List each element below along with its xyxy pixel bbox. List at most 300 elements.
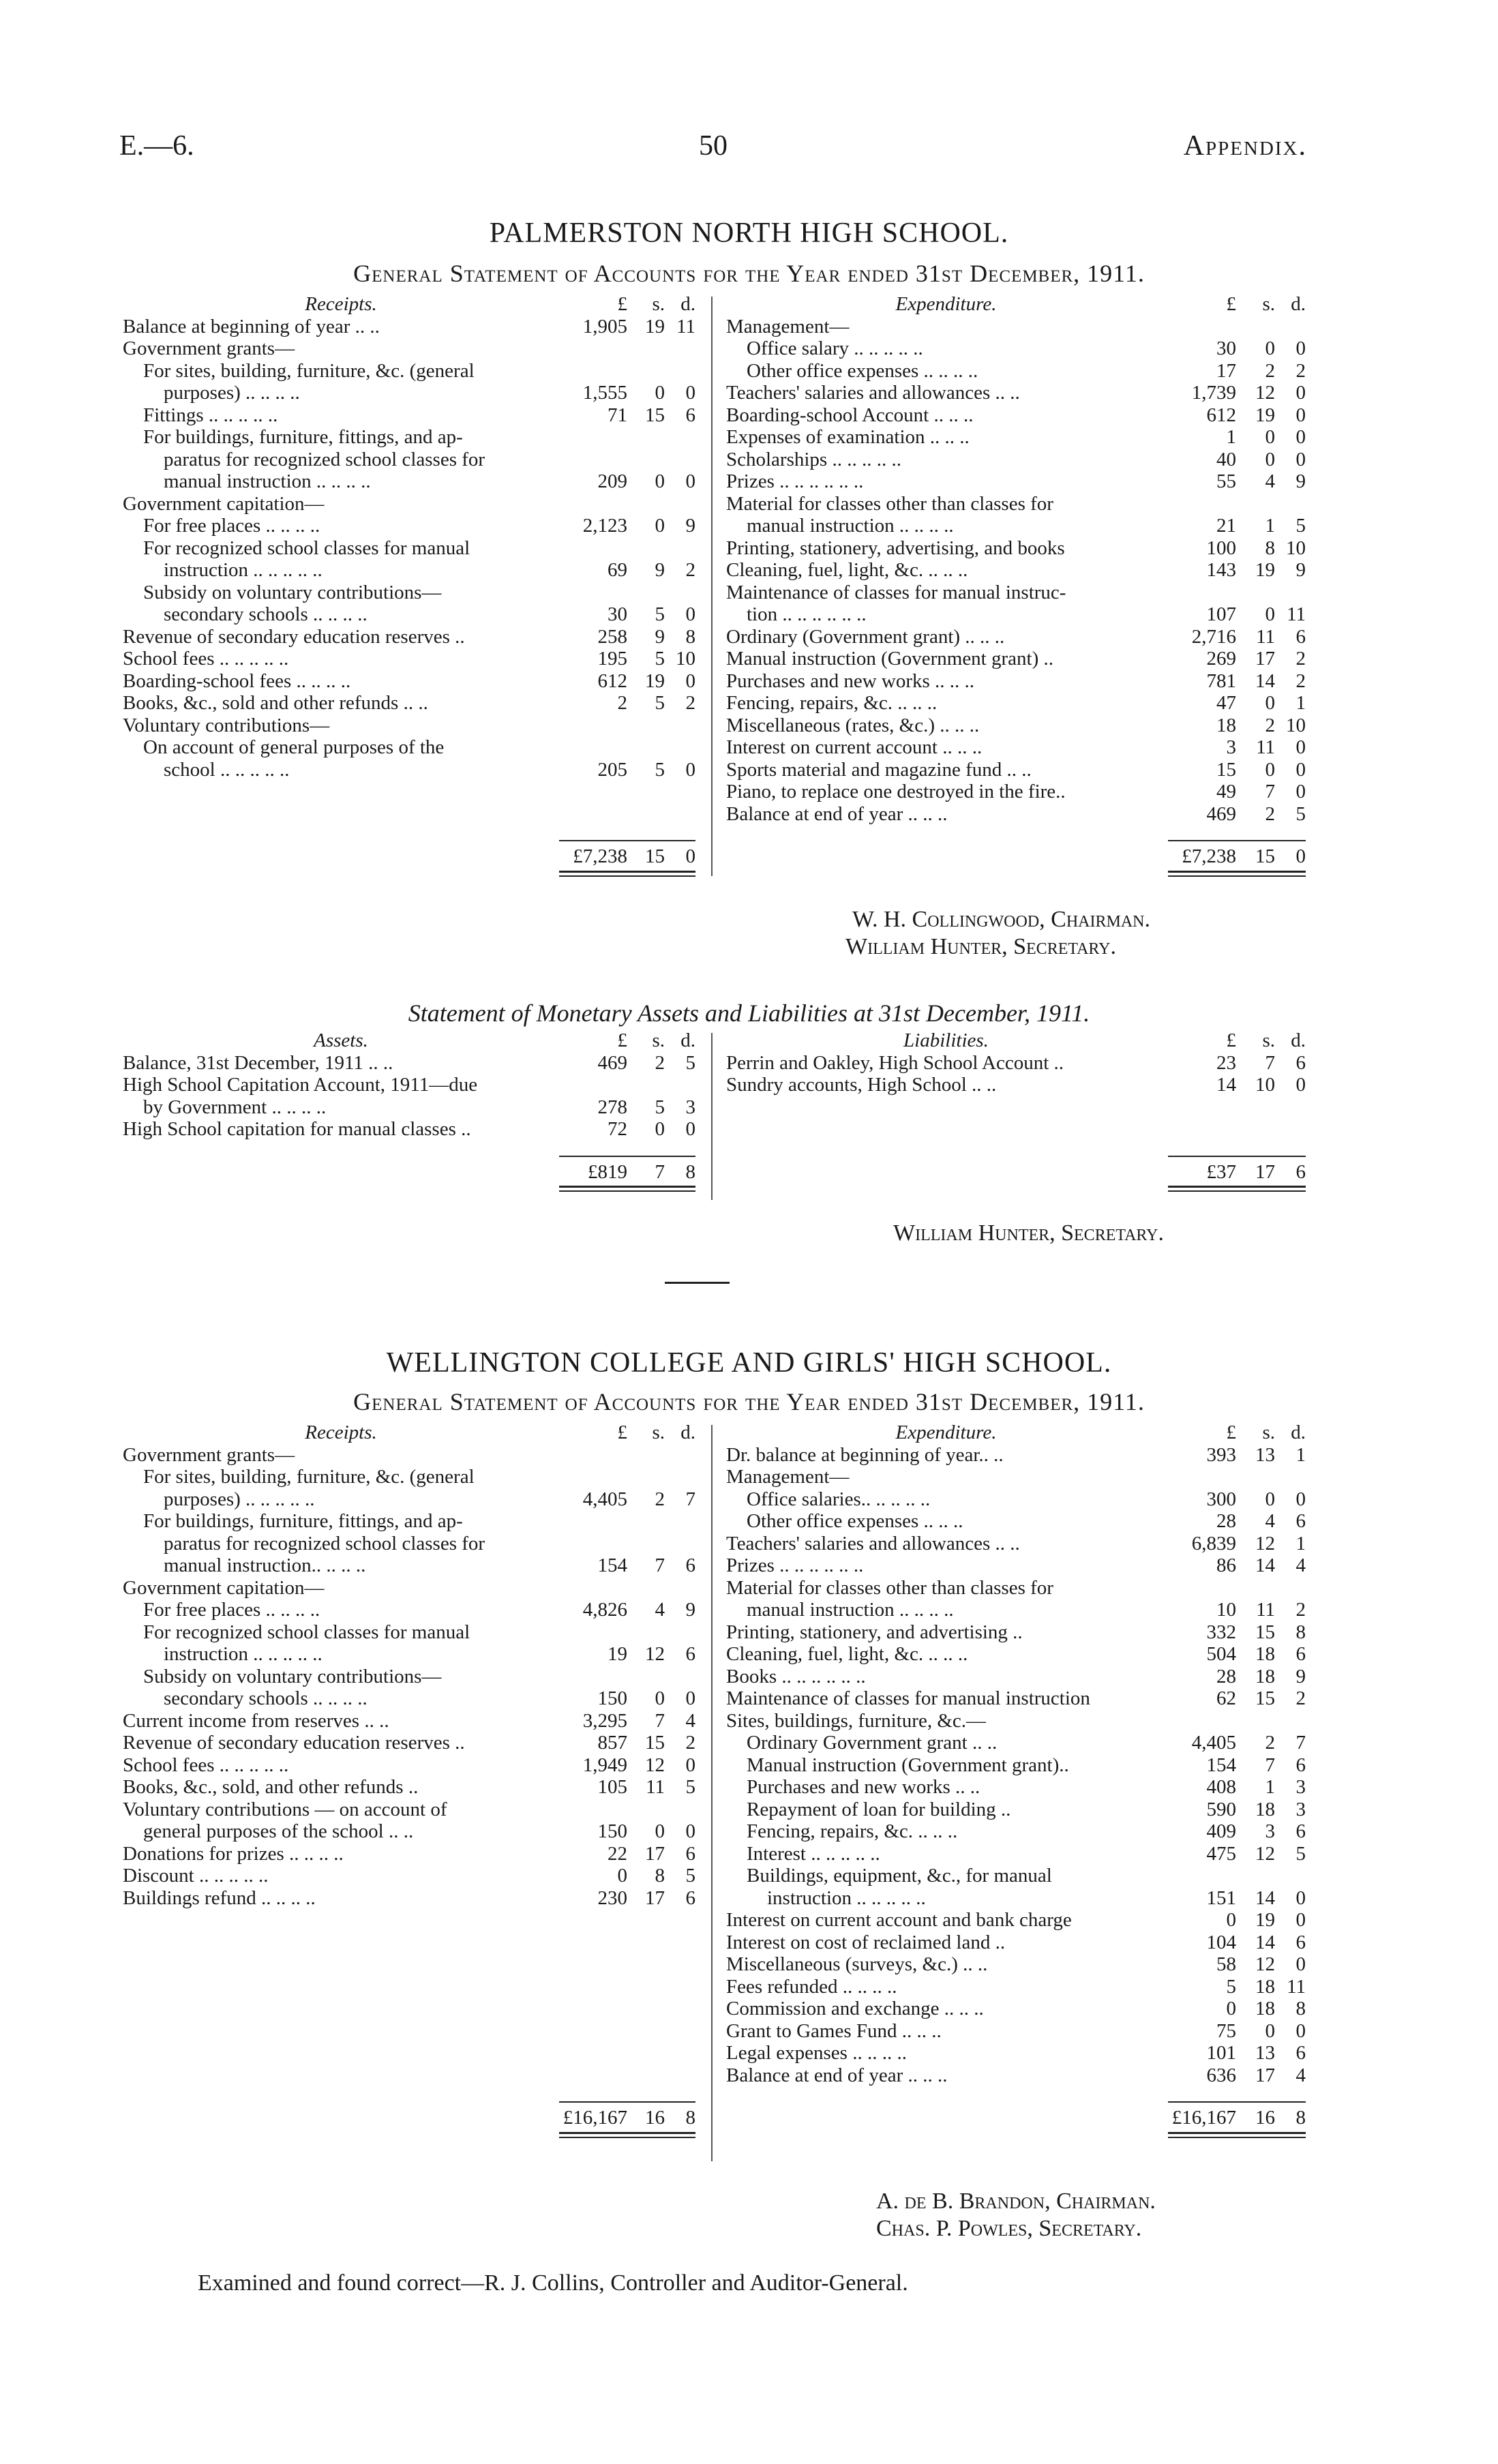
account-row xyxy=(726,1052,1309,1075)
amount-shillings: 7 xyxy=(655,1709,665,1732)
amount-pounds: £ xyxy=(1226,1422,1236,1443)
amount-shillings: 17 xyxy=(645,1842,665,1865)
row-label: Office salaries.. .. .. .. .. xyxy=(747,1488,931,1510)
spacer-row xyxy=(123,2042,702,2064)
amount-pounds: £16,167 xyxy=(1171,2107,1236,2129)
amount-pounds: 104 xyxy=(1206,1931,1236,1953)
amount-pounds: 154 xyxy=(1206,1754,1236,1776)
amount-pounds: 2 xyxy=(617,692,627,714)
amount-shillings: 18 xyxy=(1255,1665,1275,1687)
amount-shillings: 2 xyxy=(1265,1732,1275,1754)
amount-shillings: 17 xyxy=(1255,1160,1275,1183)
amount-pence: 6 xyxy=(1295,1051,1306,1074)
total-rule-top xyxy=(559,2101,695,2103)
amount-shillings: 0 xyxy=(655,1820,665,1842)
column-heading: Receipts. xyxy=(305,1422,377,1443)
column-heading: Receipts. xyxy=(305,293,377,315)
row-label: manual instruction.. .. .. .. xyxy=(164,1554,366,1576)
account-row xyxy=(123,537,702,560)
amount-pence: 0 xyxy=(1295,2019,1306,2042)
amount-pence: 6 xyxy=(1295,1754,1306,1776)
account-row xyxy=(726,1776,1309,1799)
amount-pence: 4 xyxy=(685,1709,695,1732)
total-row xyxy=(726,2107,1309,2129)
amount-shillings: 18 xyxy=(1255,1998,1275,2019)
account-row xyxy=(123,1754,702,1777)
amount-pounds: 62 xyxy=(1216,1687,1236,1709)
account-row xyxy=(726,1466,1309,1488)
account-row xyxy=(726,1577,1309,1599)
amount-shillings: 19 xyxy=(1255,559,1275,581)
amount-shillings: 14 xyxy=(1255,670,1275,692)
row-label: For buildings, furniture, fittings, and ap- xyxy=(143,426,463,448)
row-label: Piano, to replace one destroyed in the fire.. xyxy=(726,781,1066,802)
amount-pounds: 18 xyxy=(1216,714,1236,736)
total-rule-bottom xyxy=(1168,1186,1306,1188)
amount-pounds: 58 xyxy=(1216,1953,1236,1975)
amount-shillings: 2 xyxy=(1265,802,1275,825)
amount-pence: 2 xyxy=(1295,670,1306,692)
amount-pence: d. xyxy=(680,293,695,315)
account-row xyxy=(123,426,702,449)
amount-pounds: 857 xyxy=(597,1732,627,1754)
row-label: Revenue of secondary education reserves .. xyxy=(123,625,465,648)
amount-pounds: 269 xyxy=(1206,648,1236,670)
amount-pounds: 636 xyxy=(1206,2064,1236,2086)
row-label: Repayment of loan for building .. xyxy=(747,1798,1011,1820)
account-row xyxy=(726,1687,1309,1710)
amount-shillings: 5 xyxy=(655,648,665,670)
amount-pounds: 150 xyxy=(597,1820,627,1842)
row-label: Boarding-school fees .. .. .. .. xyxy=(123,670,351,692)
row-label: secondary schools .. .. .. .. xyxy=(164,603,368,625)
amount-shillings: 2 xyxy=(1265,714,1275,736)
account-row xyxy=(123,1118,702,1141)
amount-pence: 9 xyxy=(685,1599,695,1621)
amount-pounds: 469 xyxy=(597,1051,627,1074)
account-row xyxy=(123,1074,702,1096)
total-rule-bottom xyxy=(559,2132,695,2134)
page-header xyxy=(119,130,1307,177)
row-label: Legal expenses .. .. .. .. xyxy=(726,2042,907,2064)
total-rule-bottom xyxy=(1168,871,1306,873)
amount-pence: 7 xyxy=(685,1488,695,1510)
row-label: Commission and exchange .. .. .. xyxy=(726,1998,984,2019)
row-label: Prizes .. .. .. .. .. .. xyxy=(726,1554,864,1576)
amount-pence: 2 xyxy=(1295,359,1306,382)
account-row xyxy=(726,493,1309,515)
spacer-row xyxy=(123,803,702,826)
amount-shillings: 19 xyxy=(1255,1909,1275,1931)
amount-pence: 1 xyxy=(1295,1532,1306,1554)
account-row xyxy=(726,1732,1309,1754)
pn-divider xyxy=(711,297,713,876)
amount-pence: 2 xyxy=(685,692,695,714)
account-row xyxy=(726,692,1309,715)
row-label: Donations for prizes .. .. .. .. xyxy=(123,1842,344,1865)
amount-pence: d. xyxy=(1291,1030,1306,1051)
amount-shillings: 12 xyxy=(645,1643,665,1665)
row-label: Dr. balance at beginning of year.. .. xyxy=(726,1443,1004,1466)
amount-shillings: 18 xyxy=(1255,1643,1275,1665)
row-label: instruction .. .. .. .. .. xyxy=(164,1643,323,1665)
amount-pounds: 2,123 xyxy=(582,515,627,537)
row-label: Printing, stationery, advertising, and books xyxy=(726,537,1065,559)
amount-pounds: £ xyxy=(617,1030,627,1051)
account-row xyxy=(123,1488,702,1511)
row-label: Management— xyxy=(726,1466,850,1488)
amount-shillings: 11 xyxy=(646,1776,665,1798)
account-row xyxy=(726,1074,1309,1096)
amount-shillings: 11 xyxy=(1256,736,1275,758)
total-rule-bottom xyxy=(559,2137,695,2138)
spacer-row xyxy=(123,1909,702,1932)
account-row xyxy=(123,1577,702,1599)
account-row xyxy=(726,426,1309,449)
column-header-row xyxy=(123,1422,702,1444)
account-row xyxy=(123,316,702,338)
wc-title: WELLINGTON COLLEGE AND GIRLS' HIGH SCHOOL. xyxy=(386,1347,1112,1379)
amount-pence: 0 xyxy=(1295,845,1306,867)
amount-pounds: £ xyxy=(1226,293,1236,315)
account-row xyxy=(726,1510,1309,1533)
amount-shillings: s. xyxy=(1262,293,1275,315)
amount-shillings: 13 xyxy=(1255,2042,1275,2064)
amount-pence: 0 xyxy=(1295,426,1306,448)
spacer-row xyxy=(726,1118,1309,1141)
account-row xyxy=(726,360,1309,382)
amount-pence: 0 xyxy=(1295,758,1306,781)
spacer-row xyxy=(123,1998,702,2020)
amount-pounds: 47 xyxy=(1216,692,1236,714)
amount-shillings: 0 xyxy=(655,1118,665,1140)
amount-pence: d. xyxy=(1291,293,1306,315)
amount-shillings: 19 xyxy=(645,315,665,337)
amount-pence: 9 xyxy=(685,515,695,537)
amount-pounds: 0 xyxy=(1226,1909,1236,1931)
amount-pence: 5 xyxy=(1295,515,1306,537)
amount-pence: 0 xyxy=(685,1754,695,1776)
amount-shillings: 7 xyxy=(1265,1051,1275,1074)
account-row xyxy=(123,1865,702,1887)
account-row xyxy=(123,603,702,626)
account-row xyxy=(726,736,1309,759)
account-row xyxy=(123,1096,702,1119)
row-label: purposes) .. .. .. .. xyxy=(164,382,300,404)
row-label: Interest on current account and bank charge xyxy=(726,1909,1072,1931)
amount-pounds: 21 xyxy=(1216,515,1236,537)
amount-pence: 0 xyxy=(685,845,695,867)
account-row xyxy=(123,1732,702,1754)
row-label: Other office expenses .. .. .. .. xyxy=(747,359,978,382)
amount-pence: 0 xyxy=(1295,736,1306,758)
amount-pence: 2 xyxy=(685,559,695,581)
amount-pounds: 28 xyxy=(1216,1665,1236,1687)
amount-shillings: 17 xyxy=(1255,2064,1275,2086)
account-row xyxy=(726,715,1309,737)
row-label: Manual instruction (Government grant) .. xyxy=(726,648,1053,670)
amount-shillings: 13 xyxy=(1255,1443,1275,1466)
amount-pence: 0 xyxy=(685,758,695,781)
amount-pence: 0 xyxy=(1295,382,1306,404)
amount-shillings: 12 xyxy=(1255,382,1275,404)
amount-pence: 10 xyxy=(1286,714,1306,736)
amount-pence: 0 xyxy=(1295,404,1306,426)
amount-pence: 9 xyxy=(1295,559,1306,581)
amount-pounds: 1,949 xyxy=(582,1754,627,1776)
account-row xyxy=(123,582,702,604)
amount-pounds: 107 xyxy=(1206,603,1236,625)
row-label: by Government .. .. .. .. xyxy=(143,1096,327,1118)
account-row xyxy=(726,1533,1309,1555)
row-label: Management— xyxy=(726,315,850,337)
row-label: Revenue of secondary education reserves .. xyxy=(123,1732,465,1754)
total-rule-top xyxy=(1168,2101,1306,2103)
account-row xyxy=(123,1052,702,1075)
row-label: school .. .. .. .. .. xyxy=(164,758,290,781)
row-label: School fees .. .. .. .. .. xyxy=(123,648,289,670)
account-row xyxy=(123,1444,702,1467)
row-label: Government grants— xyxy=(123,1443,295,1466)
row-label: Current income from reserves .. .. xyxy=(123,1709,389,1732)
amount-pence: 6 xyxy=(1295,2042,1306,2064)
row-label: Office salary .. .. .. .. .. xyxy=(747,337,923,359)
row-label: Voluntary contributions — on account of xyxy=(123,1798,447,1820)
row-label: paratus for recognized school classes for xyxy=(164,1532,485,1554)
amount-pounds: 71 xyxy=(608,404,627,426)
account-row xyxy=(726,1554,1309,1577)
account-row xyxy=(123,626,702,648)
amount-pence: 0 xyxy=(1295,1953,1306,1975)
amount-pence: 8 xyxy=(685,2107,695,2129)
account-row xyxy=(726,626,1309,648)
account-row xyxy=(123,559,702,582)
amount-pounds: £7,238 xyxy=(1182,845,1236,867)
account-row xyxy=(123,1599,702,1621)
pn-title: PALMERSTON NORTH HIGH SCHOOL. xyxy=(489,217,1009,249)
amount-shillings: 14 xyxy=(1255,1554,1275,1576)
account-row xyxy=(123,1776,702,1799)
amount-shillings: 2 xyxy=(655,1051,665,1074)
amount-shillings: 0 xyxy=(1265,1488,1275,1510)
total-row xyxy=(123,2107,702,2129)
amount-pounds: 17 xyxy=(1216,359,1236,382)
row-label: Ordinary (Government grant) .. .. .. xyxy=(726,625,1005,648)
amount-pence: 9 xyxy=(1295,1665,1306,1687)
amount-pounds: 2,716 xyxy=(1191,625,1236,648)
amount-pence: 6 xyxy=(1295,1160,1306,1183)
amount-pounds: 0 xyxy=(617,1865,627,1887)
amount-pence: 8 xyxy=(1295,2107,1306,2129)
amount-shillings: 19 xyxy=(645,670,665,692)
amount-pounds: 195 xyxy=(597,648,627,670)
total-rule-bottom xyxy=(1168,875,1306,877)
account-row xyxy=(123,382,702,404)
amount-pence: 6 xyxy=(685,1643,695,1665)
account-row xyxy=(726,316,1309,338)
total-rule-bottom xyxy=(1168,2137,1306,2138)
account-row xyxy=(726,1932,1309,1954)
amount-shillings: 4 xyxy=(1265,1510,1275,1532)
row-label: Teachers' salaries and allowances .. .. xyxy=(726,382,1020,404)
spacer-row xyxy=(123,2064,702,2087)
amount-shillings: 0 xyxy=(1265,426,1275,448)
page-number: 50 xyxy=(699,130,728,162)
amount-pounds: 23 xyxy=(1216,1051,1236,1074)
amount-pounds: 781 xyxy=(1206,670,1236,692)
account-row xyxy=(726,337,1309,360)
amount-shillings: 2 xyxy=(1265,359,1275,382)
account-row xyxy=(123,1820,702,1843)
amount-shillings: 2 xyxy=(655,1488,665,1510)
amount-shillings: 0 xyxy=(1265,337,1275,359)
amount-pounds: 332 xyxy=(1206,1621,1236,1643)
amount-shillings: 8 xyxy=(1265,537,1275,559)
row-label: Perrin and Oakley, High School Account .. xyxy=(726,1051,1064,1074)
row-label: Balance at beginning of year .. .. xyxy=(123,315,380,337)
auditor-footer: Examined and found correct—R. J. Collins, Controller and Auditor-General. xyxy=(198,2270,908,2296)
row-label: Other office expenses .. .. .. xyxy=(747,1510,963,1532)
spacer-row xyxy=(726,1096,1309,1119)
row-label: For sites, building, furniture, &c. (general xyxy=(143,359,475,382)
amount-pounds: 0 xyxy=(1226,1998,1236,2019)
row-label: Interest on current account .. .. .. xyxy=(726,736,983,758)
amount-pounds: 4,405 xyxy=(582,1488,627,1510)
amount-pence: 10 xyxy=(1286,537,1306,559)
row-label: Printing, stationery, and advertising .. xyxy=(726,1621,1023,1643)
spacer-row xyxy=(123,2020,702,2043)
row-label: Purchases and new works .. .. xyxy=(747,1776,980,1798)
total-row xyxy=(123,1161,702,1184)
row-label: Government capitation— xyxy=(123,1576,325,1599)
wc-divider xyxy=(711,1425,713,2161)
amount-shillings: 14 xyxy=(1255,1931,1275,1953)
row-label: paratus for recognized school classes for xyxy=(164,448,485,470)
amount-pence: 6 xyxy=(685,1887,695,1909)
amount-shillings: 1 xyxy=(1265,515,1275,537)
amount-shillings: 16 xyxy=(1255,2107,1275,2129)
amount-pounds: 3 xyxy=(1226,736,1236,758)
amount-pounds: 590 xyxy=(1206,1798,1236,1820)
total-rule-top xyxy=(1168,1156,1306,1157)
row-label: Balance at end of year .. .. .. xyxy=(726,2064,948,2086)
row-label: Prizes .. .. .. .. .. .. xyxy=(726,470,864,492)
amount-pence: 8 xyxy=(685,625,695,648)
amount-pence: 1 xyxy=(1295,1443,1306,1466)
amount-shillings: 14 xyxy=(1255,1887,1275,1909)
amount-shillings: 12 xyxy=(1255,1953,1275,1975)
wc-chairman-signature: A. de B. Brandon, Chairman. xyxy=(876,2189,1156,2214)
account-row xyxy=(123,1710,702,1732)
total-row xyxy=(123,845,702,868)
total-gap xyxy=(123,825,702,840)
column-header-row xyxy=(726,293,1309,316)
amount-pounds: 612 xyxy=(597,670,627,692)
row-label: Manual instruction (Government grant).. xyxy=(747,1754,1069,1776)
row-label: Buildings, equipment, &c., for manual xyxy=(747,1865,1052,1887)
amount-pence: 0 xyxy=(685,1118,695,1140)
row-label: Sites, buildings, furniture, &c.— xyxy=(726,1709,986,1732)
account-row xyxy=(123,715,702,737)
total-rule-top xyxy=(559,840,695,841)
amount-shillings: 10 xyxy=(1255,1074,1275,1096)
account-row xyxy=(726,1621,1309,1644)
row-label: Sundry accounts, High School .. .. xyxy=(726,1074,997,1096)
column-header-row xyxy=(123,1030,702,1052)
amount-pence: 6 xyxy=(1295,1643,1306,1665)
amount-pence: 6 xyxy=(685,404,695,426)
account-row xyxy=(726,404,1309,427)
total-rule-bottom xyxy=(559,871,695,873)
liabilities-table xyxy=(726,1030,1309,1192)
row-label: Purchases and new works .. .. .. xyxy=(726,670,975,692)
amount-pounds: £819 xyxy=(588,1160,627,1183)
total-rule-bottom xyxy=(559,1190,695,1192)
wc-secretary-signature: Chas. P. Powles, Secretary. xyxy=(876,2216,1142,2241)
account-row xyxy=(123,470,702,493)
row-label: general purposes of the school .. .. xyxy=(143,1820,414,1842)
account-row xyxy=(123,670,702,693)
amount-pounds: 86 xyxy=(1216,1554,1236,1576)
account-row xyxy=(726,2042,1309,2064)
header-left: E.—6. xyxy=(119,130,194,162)
assets-secretary-signature: William Hunter, Secretary. xyxy=(893,1220,1164,1246)
amount-shillings: 5 xyxy=(655,692,665,714)
amount-shillings: 12 xyxy=(1255,1532,1275,1554)
column-header-row xyxy=(726,1422,1309,1444)
assets-divider xyxy=(711,1033,713,1200)
amount-pounds: 105 xyxy=(597,1776,627,1798)
account-row xyxy=(726,670,1309,693)
amount-shillings: 3 xyxy=(1265,1820,1275,1842)
amount-shillings: s. xyxy=(652,1422,665,1443)
account-row xyxy=(726,1998,1309,2020)
account-row xyxy=(726,759,1309,781)
account-row xyxy=(726,449,1309,471)
pn-expenditure-table xyxy=(726,293,1309,877)
amount-shillings: 0 xyxy=(1265,2019,1275,2042)
row-label: Material for classes other than classes for xyxy=(726,492,1053,515)
amount-pounds: 230 xyxy=(597,1887,627,1909)
row-label: For sites, building, furniture, &c. (general xyxy=(143,1466,475,1488)
amount-pounds: 4,405 xyxy=(1191,1732,1236,1754)
spacer-row xyxy=(123,1976,702,1998)
account-row xyxy=(123,692,702,715)
amount-pence: 0 xyxy=(1295,1909,1306,1931)
amount-pence: 6 xyxy=(685,1842,695,1865)
column-header-row xyxy=(726,1030,1309,1052)
amount-shillings: 15 xyxy=(1255,1621,1275,1643)
account-row xyxy=(726,1953,1309,1976)
row-label: Scholarships .. .. .. .. .. xyxy=(726,448,901,470)
total-rule-top xyxy=(1168,840,1306,841)
amount-pounds: 5 xyxy=(1226,1975,1236,1998)
spacer-row xyxy=(123,781,702,803)
account-row xyxy=(726,2020,1309,2043)
row-label: Interest .. .. .. .. .. xyxy=(747,1842,880,1865)
amount-pence: d. xyxy=(680,1030,695,1051)
total-rule-bottom xyxy=(1168,2132,1306,2134)
assets-table xyxy=(123,1030,702,1192)
account-row xyxy=(726,382,1309,404)
amount-pounds: 393 xyxy=(1206,1443,1236,1466)
amount-pence: 0 xyxy=(1295,781,1306,802)
row-label: Maintenance of classes for manual instruction xyxy=(726,1687,1090,1709)
account-row xyxy=(726,1666,1309,1688)
row-label: Interest on cost of reclaimed land .. xyxy=(726,1931,1006,1953)
amount-pence: 4 xyxy=(1295,2064,1306,2086)
section-ornament xyxy=(665,1282,730,1284)
